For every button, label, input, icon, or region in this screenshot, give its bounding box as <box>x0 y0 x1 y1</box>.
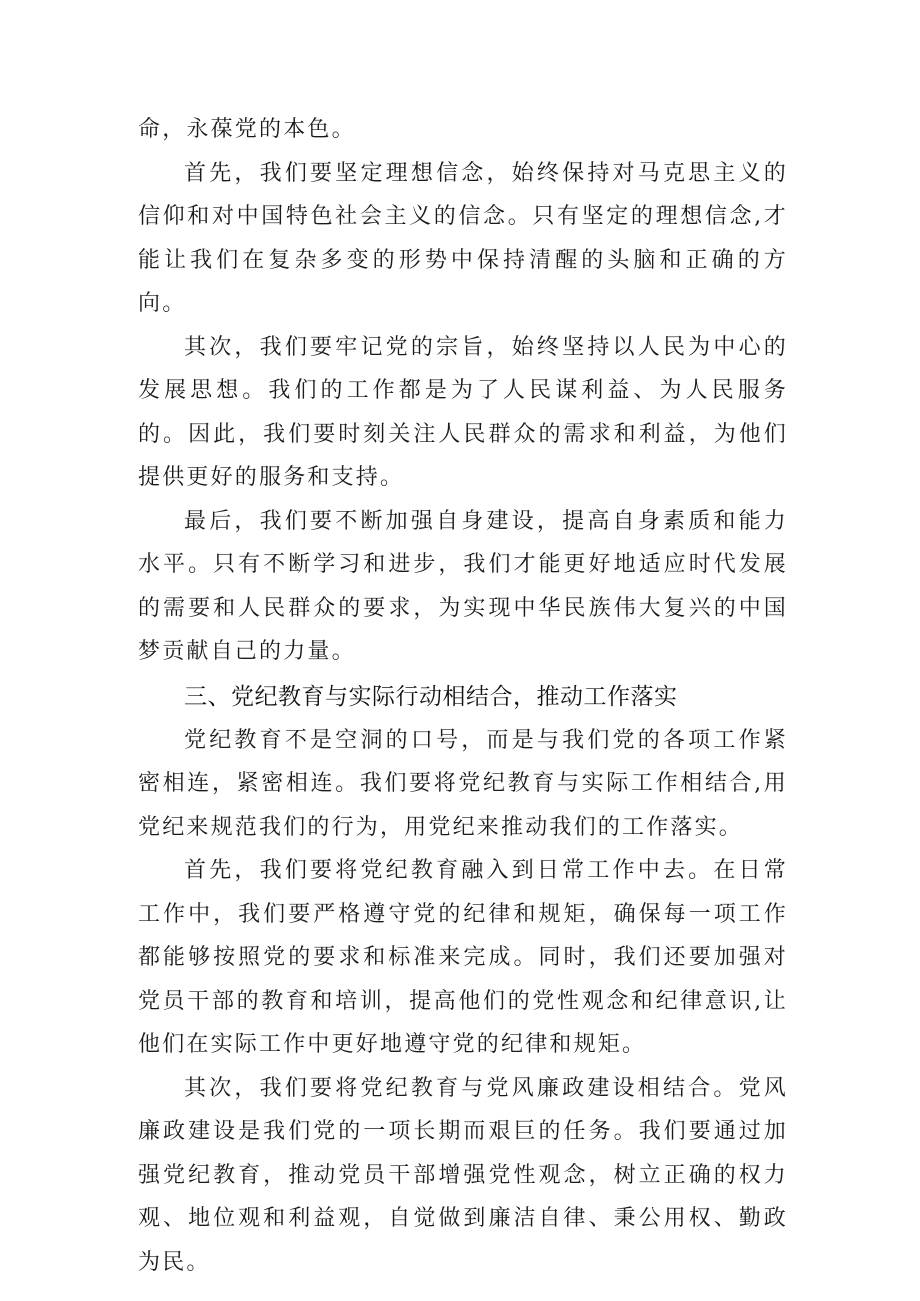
section-heading: 三、党纪教育与实际行动相结合，推动工作落实 <box>184 683 678 710</box>
paragraph-ideals: 首先，我们要坚定理想信念，始终保持对马克思主义的信仰和对中国特色社会主义的信念。只有坚定的理想信念,才能让我们在复杂多变的形势中保持清醒的头脑和正确的方向。 <box>138 160 788 316</box>
paragraph-purpose: 其次，我们要牢记党的宗旨，始终坚持以人民为中心的发展思想。我们的工作都是为了人民谋利益、为人民服务的。因此，我们要时刻关注人民群众的需求和利益，为他们提供更好的服务和支持。 <box>138 334 788 490</box>
document-body <box>138 108 788 1284</box>
paragraph-continuation: 命，永葆党的本色。 <box>138 117 356 142</box>
paragraph-clean-government: 其次，我们要将党纪教育与党风廉政建设相结合。党风廉政建设是我们党的一项长期而艰巨的任务。我们要通过加强党纪教育，推动党员干部增强党性观念，树立正确的权力观、地位观和利益观，自觉做到廉洁自律、秉公用权、勤政为民。 <box>138 1075 788 1275</box>
paragraph-discipline-intro: 党纪教育不是空洞的口号，而是与我们党的各项工作紧密相连，紧密相连。我们要将党纪教育与实际工作相结合,用党纪来规范我们的行为，用党纪来推动我们的工作落实。 <box>138 727 788 840</box>
paragraph-daily-work: 首先，我们要将党纪教育融入到日常工作中去。在日常工作中，我们要严格遵守党的纪律和规矩，确保每一项工作都能够按照党的要求和标准来完成。同时，我们还要加强对党员干部的教育和培训，提高他们的党性观念和纪律意识,让他们在实际工作中更好地遵守党的纪律和规矩。 <box>138 858 788 1057</box>
paragraph-self-building: 最后，我们要不断加强自身建设，提高自身素质和能力水平。只有不断学习和进步，我们才能更好地适应时代发展的需要和人民群众的要求，为实现中华民族伟大复兴的中国梦贡献自己的力量。 <box>138 508 788 664</box>
